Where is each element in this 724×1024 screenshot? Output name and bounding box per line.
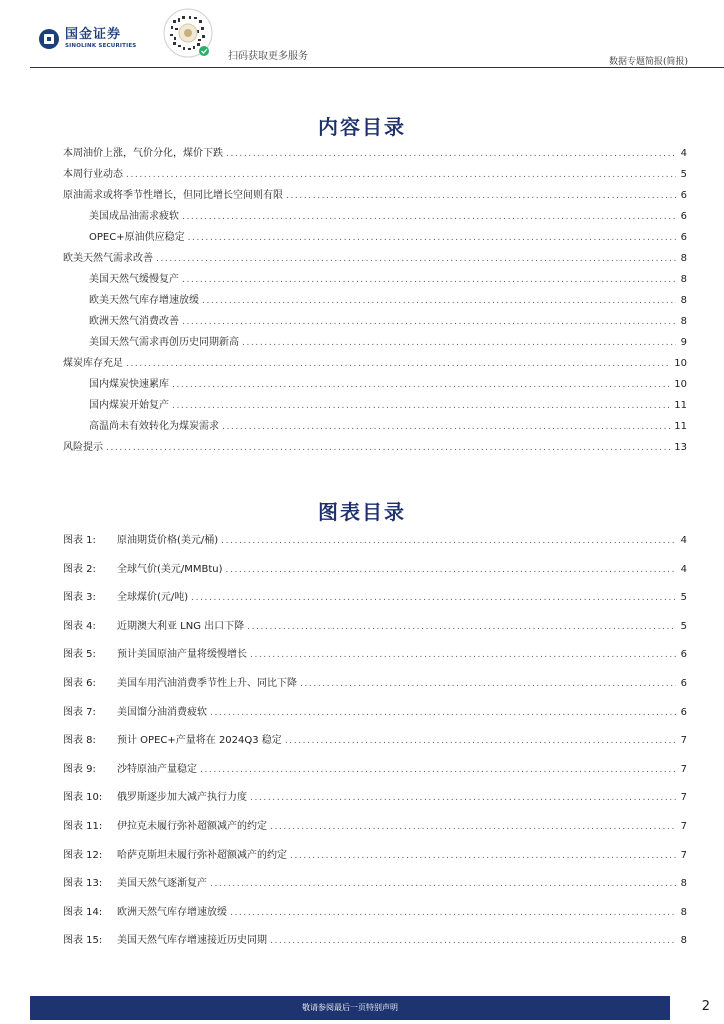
figure-entry-number: 图表 2: [63, 563, 96, 575]
dot-leader [222, 422, 671, 432]
toc-entry-page: 11 [674, 400, 687, 411]
dot-leader [106, 443, 671, 453]
dot-leader [247, 622, 676, 632]
figure-entry-label: 原油期货价格(美元/桶) [117, 535, 219, 546]
logo-english-name: SINOLINK SECURITIES [65, 43, 137, 49]
figure-entry-label: 欧洲天然气库存增速放缓 [117, 906, 227, 918]
dot-leader [210, 879, 676, 889]
figure-entry[interactable] [63, 531, 687, 560]
figure-entry-label: 美国天然气库存增速接近历史同期 [117, 935, 267, 947]
toc-entry-label: 原油需求或将季节性增长，但同比增长空间则有限 [63, 190, 283, 201]
header-divider [30, 67, 724, 68]
figure-entry[interactable] [63, 731, 687, 760]
toc-entry-label: 煤炭库存充足 [63, 358, 123, 369]
figure-entry-number: 图表 6: [63, 677, 96, 689]
toc-entry-page: 6 [680, 211, 687, 222]
figure-entry-label: 预计 OPEC+产量将在 2024Q3 稳定 [117, 735, 282, 747]
figure-entry-label: 沙特原油产量稳定 [117, 763, 197, 775]
figure-entry-page: 7 [680, 735, 687, 747]
toc-entry[interactable] [63, 438, 687, 459]
figure-entry-page: 4 [680, 535, 687, 546]
dot-leader [182, 275, 676, 285]
dot-leader [221, 536, 676, 546]
dot-leader [210, 708, 676, 718]
toc-entry-page: 8 [680, 253, 687, 264]
toc-entry-label: 美国天然气需求再创历史同期新高 [89, 337, 239, 348]
figure-entry-page: 7 [680, 849, 687, 861]
figure-entry-page: 4 [680, 563, 687, 575]
figure-entry-label: 全球煤价(元/吨) [117, 592, 189, 604]
toc-entry[interactable] [63, 375, 687, 396]
figure-entry[interactable] [63, 846, 687, 875]
figure-entry-label: 美国天然气逐渐复产 [117, 878, 207, 890]
figure-entry-number: 图表 10: [63, 792, 103, 804]
toc-entry-label: 国内煤炭快速累库 [89, 379, 169, 390]
toc-entry-label: 美国成品油需求疲软 [89, 211, 179, 222]
figure-entry-number: 图表 5: [63, 649, 96, 661]
figure-entry-number: 图表 11: [63, 820, 103, 832]
toc-entry-page: 4 [680, 148, 687, 159]
dot-leader [230, 908, 676, 918]
figure-entry[interactable] [63, 617, 687, 646]
figure-entry[interactable] [63, 760, 687, 789]
figure-entry-number: 图表 1: [63, 535, 96, 546]
figure-entry[interactable] [63, 874, 687, 903]
figure-entry-label: 伊拉克未履行弥补超额减产的约定 [117, 820, 267, 832]
toc-entry-page: 9 [680, 337, 687, 348]
dot-leader [290, 851, 676, 861]
figure-entry-number: 图表 14: [63, 906, 103, 918]
dot-leader [200, 765, 676, 775]
toc-entry[interactable] [63, 291, 687, 312]
toc-entry-page: 6 [680, 232, 687, 243]
toc-entry[interactable] [63, 396, 687, 417]
list-of-figures [63, 531, 687, 960]
toc-entry[interactable] [63, 207, 687, 228]
toc-entry[interactable] [63, 186, 687, 207]
toc-entry[interactable] [63, 354, 687, 375]
toc-entry-label: OPEC+原油供应稳定 [89, 232, 185, 243]
dot-leader [182, 212, 676, 222]
figure-entry-page: 6 [680, 677, 687, 689]
scan-for-services-text: 扫码获取更多服务 [228, 51, 308, 62]
dot-leader [226, 149, 676, 159]
figure-entry-label: 全球气价(美元/MMBtu) [117, 563, 223, 575]
figure-entry-number: 图表 8: [63, 735, 96, 747]
dot-leader [156, 254, 676, 264]
figure-entry-label: 美国车用汽油消费季节性上升、同比下降 [117, 677, 297, 689]
dot-leader [242, 338, 676, 348]
figure-entry-page: 5 [680, 620, 687, 632]
figure-entry-label: 近期澳大利亚 LNG 出口下降 [117, 620, 245, 632]
toc-entry-label: 风险提示 [63, 442, 103, 453]
figure-entry[interactable] [63, 788, 687, 817]
figure-entry-number: 图表 9: [63, 763, 96, 775]
toc-entry[interactable] [63, 249, 687, 270]
figure-entry-number: 图表 4: [63, 620, 96, 632]
report-type-label: 数据专题简报(简报) [608, 57, 688, 67]
figure-entry-page: 6 [680, 649, 687, 661]
figure-entry-number: 图表 3: [63, 592, 96, 604]
page-number: 2 [701, 999, 710, 1014]
toc-entry-page: 8 [680, 316, 687, 327]
figure-entry[interactable] [63, 817, 687, 846]
toc-entry[interactable] [63, 417, 687, 438]
toc-entry-page: 8 [680, 274, 687, 285]
figure-entry-number: 图表 12: [63, 849, 103, 861]
dot-leader [270, 936, 676, 946]
dot-leader [172, 401, 671, 411]
figure-entry-number: 图表 13: [63, 878, 103, 890]
dot-leader [191, 593, 676, 603]
figure-entry[interactable] [63, 931, 687, 960]
figure-entry-page: 8 [680, 935, 687, 947]
toc-entry-label: 本周行业动态 [63, 169, 123, 180]
toc-entry-page: 10 [674, 379, 687, 390]
contents-title: 内容目录 [318, 115, 406, 139]
figure-entry[interactable] [63, 645, 687, 674]
toc-entry-page: 11 [674, 421, 687, 432]
figure-entry[interactable] [63, 703, 687, 732]
dot-leader [202, 296, 676, 306]
figure-entry-number: 图表 15: [63, 935, 103, 947]
dot-leader [285, 736, 676, 746]
figure-entry-page: 6 [680, 706, 687, 718]
figures-title: 图表目录 [318, 500, 406, 524]
toc-entry-page: 6 [680, 190, 687, 201]
toc-entry-label: 欧洲天然气消费改善 [89, 316, 179, 327]
figure-entry-label: 俄罗斯逐步加大减产执行力度 [117, 792, 247, 804]
dot-leader [270, 822, 676, 832]
toc-entry[interactable] [63, 270, 687, 291]
qr-code-icon[interactable] [163, 8, 213, 58]
dot-leader [126, 359, 671, 369]
dot-leader [300, 679, 676, 689]
toc-entry-label: 本周油价上涨，气价分化，煤价下跌 [63, 148, 223, 159]
toc-entry[interactable] [63, 333, 687, 354]
toc-entry[interactable] [63, 312, 687, 333]
figure-entry-page: 7 [680, 763, 687, 775]
toc-entry-page: 5 [680, 169, 687, 180]
figure-entry[interactable] [63, 903, 687, 932]
dot-leader [226, 565, 676, 575]
dot-leader [188, 233, 676, 243]
dot-leader [250, 650, 676, 660]
figure-entry-label: 预计美国原油产量将缓慢增长 [117, 649, 247, 661]
toc-entry-label: 欧美天然气库存增速放缓 [89, 295, 199, 306]
dot-leader [172, 380, 671, 390]
figure-entry[interactable] [63, 588, 687, 617]
toc-entry[interactable] [63, 228, 687, 249]
footer-disclaimer[interactable]: 敬请参阅最后一页特别声明 [30, 996, 670, 1020]
toc-entry-page: 13 [674, 442, 687, 453]
figure-entry-label: 哈萨克斯坦未履行弥补超额减产的约定 [117, 849, 287, 861]
figure-entry-page: 8 [680, 878, 687, 890]
dot-leader [126, 170, 676, 180]
figure-entry-page: 8 [680, 906, 687, 918]
toc-entry-label: 欧美天然气需求改善 [63, 253, 153, 264]
dot-leader [286, 191, 676, 201]
figure-entry[interactable] [63, 560, 687, 589]
toc-entry-label: 高温尚未有效转化为煤炭需求 [89, 421, 219, 432]
toc-entry[interactable] [63, 144, 687, 165]
logo-chinese-name: 国金证券 [65, 27, 122, 42]
figure-entry-page: 5 [680, 592, 687, 604]
figure-entry-page: 7 [680, 820, 687, 832]
figure-entry[interactable] [63, 674, 687, 703]
toc-entry-label: 美国天然气缓慢复产 [89, 274, 179, 285]
toc-entry-page: 10 [674, 358, 687, 369]
dot-leader [250, 793, 676, 803]
figure-entry-label: 美国馏分油消费疲软 [117, 706, 207, 718]
sinolink-logo-icon [38, 28, 60, 50]
toc-entry[interactable] [63, 165, 687, 186]
toc-entry-page: 8 [680, 295, 687, 306]
figure-entry-page: 7 [680, 792, 687, 804]
page-header [0, 0, 724, 70]
toc-entry-label: 国内煤炭开始复产 [89, 400, 169, 411]
figure-entry-number: 图表 7: [63, 706, 96, 718]
table-of-contents [63, 144, 687, 459]
company-logo [38, 28, 136, 50]
dot-leader [182, 317, 676, 327]
